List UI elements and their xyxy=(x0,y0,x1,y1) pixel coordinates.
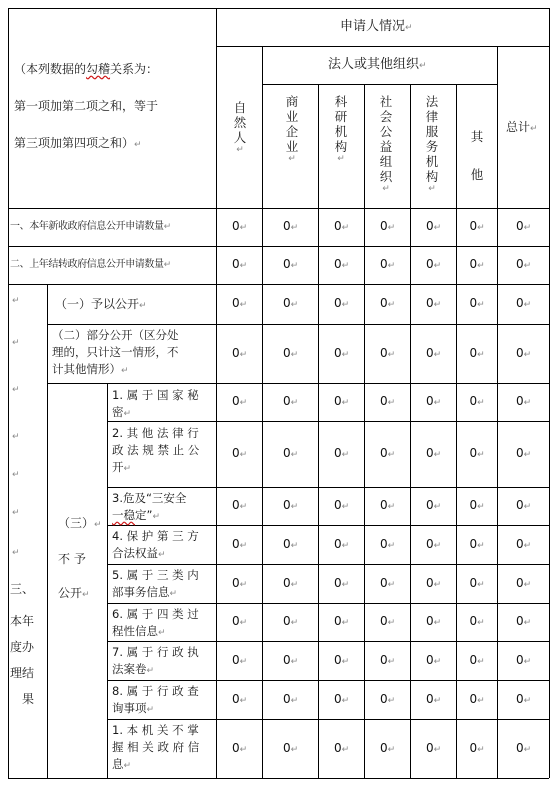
value-cell: 0↵ xyxy=(334,614,350,628)
value-cell: 0↵ xyxy=(380,652,396,667)
row-label-results: 三、 本年 度办 理结 果 xyxy=(10,582,35,706)
reason-label-n3: 3.危及“三安全 一稳定”↵ xyxy=(112,491,187,522)
value-cell: 0↵ xyxy=(380,345,396,360)
value-cell: 0↵ xyxy=(334,446,350,460)
value-cell: 0↵ xyxy=(516,740,532,755)
sub-label-partial: （二）部分公开（区分处 理的，只计这一情形，不 计其他情形）↵ xyxy=(52,328,179,376)
value-cell: 0↵ xyxy=(283,296,299,310)
col-research: 科 研 机 构 ↵ xyxy=(334,94,348,164)
value-cell: 0↵ xyxy=(380,691,396,706)
sub-label-not-public: （三）↵ 不 予 公开↵ xyxy=(58,516,102,600)
value-cell: 0↵ xyxy=(516,691,532,706)
value-cell: 0↵ xyxy=(516,219,532,233)
value-cell: 0↵ xyxy=(426,446,442,460)
value-cell: 0↵ xyxy=(426,536,442,551)
value-cell: 0↵ xyxy=(516,257,532,271)
value-cell: 0↵ xyxy=(516,614,532,628)
value-cell: 0↵ xyxy=(426,575,442,590)
value-cell: 0↵ xyxy=(469,257,485,271)
value-cell: 0↵ xyxy=(232,498,248,512)
value-cell: 0↵ xyxy=(426,652,442,667)
value-cell: 0↵ xyxy=(334,740,350,755)
reason-label-u1: 1. 本 机 关 不 掌 握 相 关 政 府 信 息↵ xyxy=(112,723,200,771)
value-cell: 0↵ xyxy=(469,740,485,755)
value-cell: 0↵ xyxy=(426,614,442,628)
value-cell: 0↵ xyxy=(469,219,485,233)
value-cell: 0↵ xyxy=(334,575,350,590)
value-cell: 0↵ xyxy=(469,691,485,706)
value-cell: 0↵ xyxy=(283,394,299,408)
value-cell: 0↵ xyxy=(283,575,299,590)
reason-label-n6: 6. 属 于 四 类 过 程性信息↵ xyxy=(112,607,199,638)
value-cell: 0↵ xyxy=(426,691,442,706)
value-cell: 0↵ xyxy=(232,257,248,271)
row-label-carryover: 二、上年结转政府信息公开申请数量↵ xyxy=(10,259,171,270)
value-cell: 0↵ xyxy=(380,498,396,512)
reason-label-n2: 2. 其 他 法 律 行 政 法 规 禁 止 公 开↵ xyxy=(112,426,200,474)
value-cell: 0↵ xyxy=(334,652,350,667)
value-cell: 0↵ xyxy=(334,691,350,706)
value-cell: 0↵ xyxy=(232,536,248,551)
sub-label-public: （一）予以公开↵ xyxy=(55,297,147,311)
value-cell: 0↵ xyxy=(426,257,442,271)
value-cell: 0↵ xyxy=(426,219,442,233)
value-cell: 0↵ xyxy=(380,296,396,310)
value-cell: 0↵ xyxy=(516,446,532,460)
value-cell: 0↵ xyxy=(426,296,442,310)
value-cell: 0↵ xyxy=(232,652,248,667)
reason-label-n8: 8. 属 于 行 政 查 询事项↵ xyxy=(112,684,199,715)
value-cell: 0↵ xyxy=(283,498,299,512)
value-cell: 0↵ xyxy=(516,652,532,667)
value-cell: 0↵ xyxy=(380,740,396,755)
value-cell: 0↵ xyxy=(283,536,299,551)
value-cell: 0↵ xyxy=(469,498,485,512)
value-cell: 0↵ xyxy=(380,614,396,628)
value-cell: 0↵ xyxy=(426,498,442,512)
value-cell: 0↵ xyxy=(334,219,350,233)
value-cell: 0↵ xyxy=(516,296,532,310)
value-cell: 0↵ xyxy=(469,394,485,408)
value-cell: 0↵ xyxy=(426,740,442,755)
value-cell: 0↵ xyxy=(516,536,532,551)
note-line-1: （本列数据的勾稽关系为： xyxy=(14,62,159,76)
value-cell: 0↵ xyxy=(516,575,532,590)
value-cell: 0↵ xyxy=(380,575,396,590)
value-cell: 0↵ xyxy=(334,394,350,408)
reason-label-n4: 4. 保 护 第 三 方 合法权益↵ xyxy=(112,529,199,560)
value-cell: 0↵ xyxy=(380,446,396,460)
value-cell: 0↵ xyxy=(380,394,396,408)
value-cell: 0↵ xyxy=(232,394,248,408)
value-cell: 0↵ xyxy=(283,219,299,233)
value-cell: 0↵ xyxy=(232,614,248,628)
value-cell: 0↵ xyxy=(283,345,299,360)
value-cell: 0↵ xyxy=(283,740,299,755)
col-legal-service: 法 律 服 务 机 构 ↵ xyxy=(425,94,439,194)
value-cell: 0↵ xyxy=(334,296,350,310)
value-cell: 0↵ xyxy=(334,536,350,551)
value-cell: 0↵ xyxy=(426,394,442,408)
value-cell: 0↵ xyxy=(283,446,299,460)
value-cell: 0↵ xyxy=(283,614,299,628)
value-cell: 0↵ xyxy=(232,691,248,706)
applicant-status-header: 申请人情况↵ xyxy=(340,19,413,34)
col-other: 其 他 xyxy=(470,129,484,182)
value-cell: 0↵ xyxy=(380,257,396,271)
value-cell: 0↵ xyxy=(380,536,396,551)
value-cell: 0↵ xyxy=(232,296,248,310)
value-cell: 0↵ xyxy=(334,498,350,512)
value-cell: 0↵ xyxy=(232,219,248,233)
note-line-3: 第三项加第四项之和）↵ xyxy=(14,136,142,150)
note-line-2: 第一项加第二项之和，等于 xyxy=(14,99,159,113)
value-cell: 0↵ xyxy=(232,575,248,590)
value-cell: 0↵ xyxy=(283,691,299,706)
row-label-new: 一、本年新收政府信息公开申请数量↵ xyxy=(10,221,171,232)
value-cell: 0↵ xyxy=(426,345,442,360)
value-cell: 0↵ xyxy=(232,740,248,755)
value-cell: 0↵ xyxy=(469,614,485,628)
value-cell: 0↵ xyxy=(283,652,299,667)
reason-label-n5: 5. 属 于 三 类 内 部事务信息↵ xyxy=(112,568,199,599)
value-cell: 0↵ xyxy=(469,575,485,590)
value-cell: 0↵ xyxy=(283,257,299,271)
value-cell: 0↵ xyxy=(516,498,532,512)
value-cell: 0↵ xyxy=(232,446,248,460)
value-cell: 0↵ xyxy=(516,345,532,360)
reason-label-n7: 7. 属 于 行 政 执 法案卷↵ xyxy=(112,645,199,676)
col-business: 商 业 企 业 ↵ xyxy=(285,94,299,164)
value-cell: 0↵ xyxy=(469,296,485,310)
value-cell: 0↵ xyxy=(469,345,485,360)
value-cell: 0↵ xyxy=(516,394,532,408)
value-cell: 0↵ xyxy=(469,446,485,460)
value-cell: 0↵ xyxy=(469,652,485,667)
value-cell: 0↵ xyxy=(469,536,485,551)
col-natural-person: 自 然 人 ↵ xyxy=(233,100,247,155)
reason-label-n1: 1. 属 于 国 家 秘 密↵ xyxy=(112,388,199,419)
legal-entity-header: 法人或其他组织↵ xyxy=(328,57,427,72)
value-cell: 0↵ xyxy=(334,257,350,271)
value-cell: 0↵ xyxy=(232,345,248,360)
col-total: 总计↵ xyxy=(506,120,538,134)
value-cell: 0↵ xyxy=(380,219,396,233)
col-social-welfare: 社 会 公 益 组 织 ↵ xyxy=(379,94,393,194)
value-cell: 0↵ xyxy=(334,345,350,360)
